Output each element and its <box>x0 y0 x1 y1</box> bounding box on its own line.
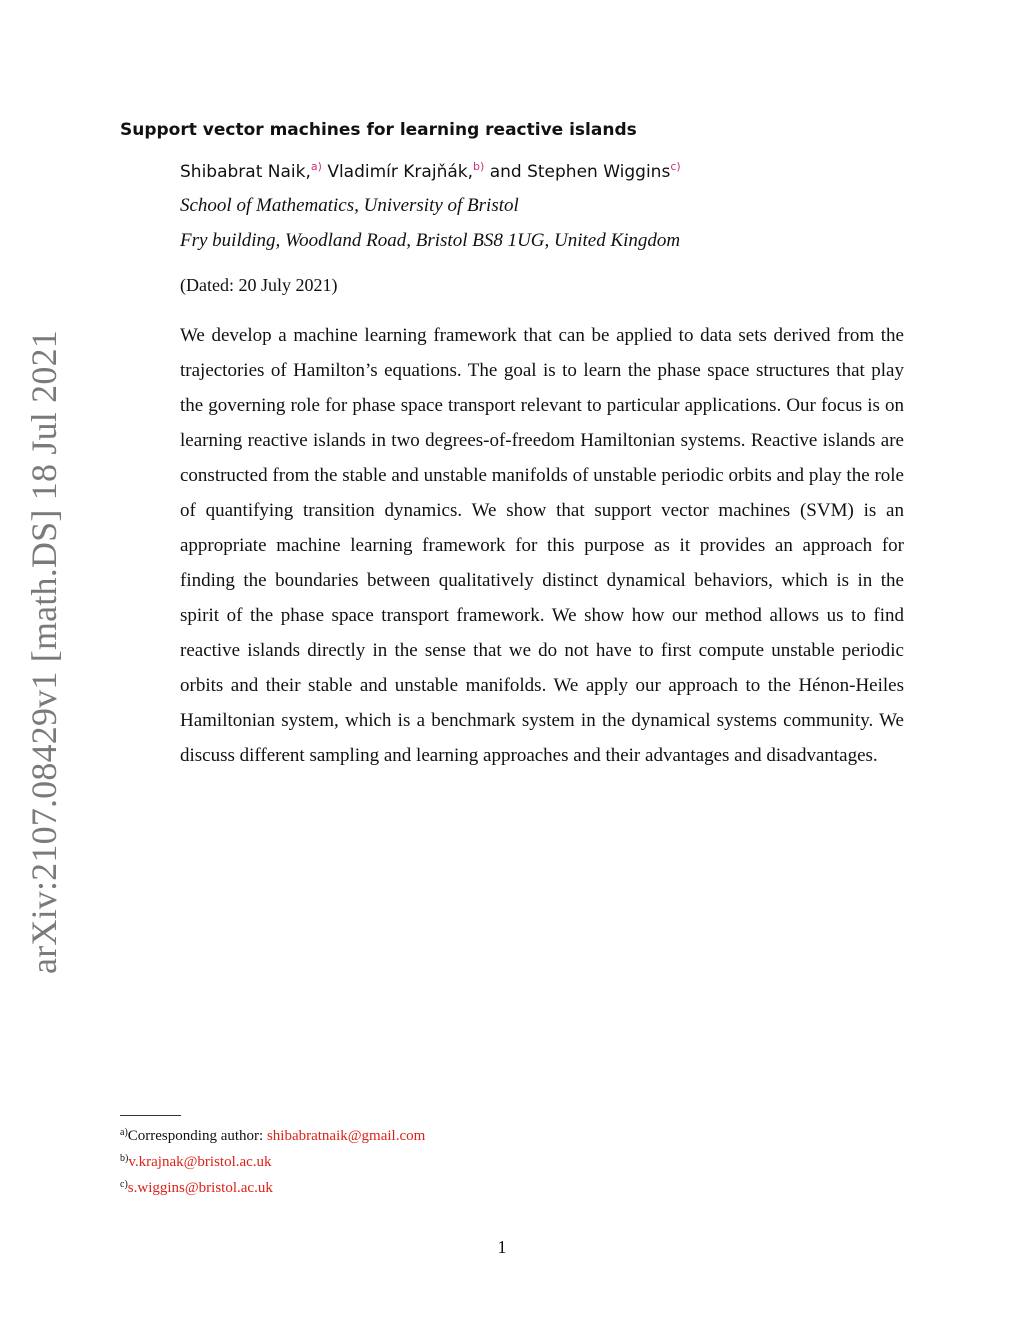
page-number: 1 <box>497 1237 507 1257</box>
footnote-b-email-link[interactable]: v.krajnak@bristol.ac.uk <box>128 1154 272 1170</box>
author-list <box>180 160 681 182</box>
author-3-mark[interactable]: c) <box>670 160 681 173</box>
abstract-text: We develop a machine learning framework that can be applied to data sets derived from the trajectories of Hamilton’s equations. The goal is to learn the phase space structures that play the governing role for phase space transport relevant to particular applications. Our focus is on learning reactive islands in two degrees-of-freedom Hamiltonian systems. Reactive islands are constructed from the stable and unstable manifolds of unstable periodic orbits and play the role of quantifying transition dynamics. We show that support vector machines (SVM) is an appropriate machine learning framework for this purpose as it provides an approach for finding the boundaries between qualitatively distinct dynamical behaviors, which is in the spirit of the phase space transport framework. We show how our method allows us to find reactive islands directly in the sense that we do not have to first compute unstable periodic orbits and their stable and unstable manifolds. We apply our approach to the Hénon-Heiles Hamiltonian system, which is a benchmark system in the dynamical systems community. We discuss different sampling and learning approaches and their advantages and disadvantages. <box>180 325 904 766</box>
footnote-a-prefix: Corresponding author: <box>127 1128 267 1144</box>
footnote-a-email-link[interactable]: shibabratnaik@gmail.com <box>266 1128 426 1144</box>
paper-title: Support vector machines for learning reactive islands <box>120 120 637 140</box>
footnote-divider <box>120 1115 181 1116</box>
footnote-a-mark: a) <box>120 1127 128 1138</box>
author-1-mark[interactable]: a) <box>310 160 322 173</box>
author-2: Vladimír Krajňák, <box>327 162 474 182</box>
affiliation-line-2: Fry building, Woodland Road, Bristol BS8 1UG, United Kingdom <box>180 230 681 251</box>
footnote-c-email-link[interactable]: s.wiggins@bristol.ac.uk <box>127 1180 273 1196</box>
footnote-c <box>120 1179 273 1197</box>
arxiv-side-stamp: arXiv:2107.08429v1 [math.DS] 18 Jul 2021 <box>24 330 64 974</box>
author-2-mark[interactable]: b) <box>473 160 485 173</box>
footnote-a <box>120 1127 425 1145</box>
footnote-b <box>120 1153 272 1171</box>
author-3: and Stephen Wiggins <box>489 162 671 182</box>
footnote-c-mark: c) <box>120 1179 128 1190</box>
affiliation-line-1: School of Mathematics, University of Bristol <box>180 195 519 216</box>
author-1: Shibabrat Naik, <box>180 162 311 182</box>
dated-line: (Dated: 20 July 2021) <box>180 275 338 295</box>
footnote-b-mark: b) <box>120 1153 129 1164</box>
